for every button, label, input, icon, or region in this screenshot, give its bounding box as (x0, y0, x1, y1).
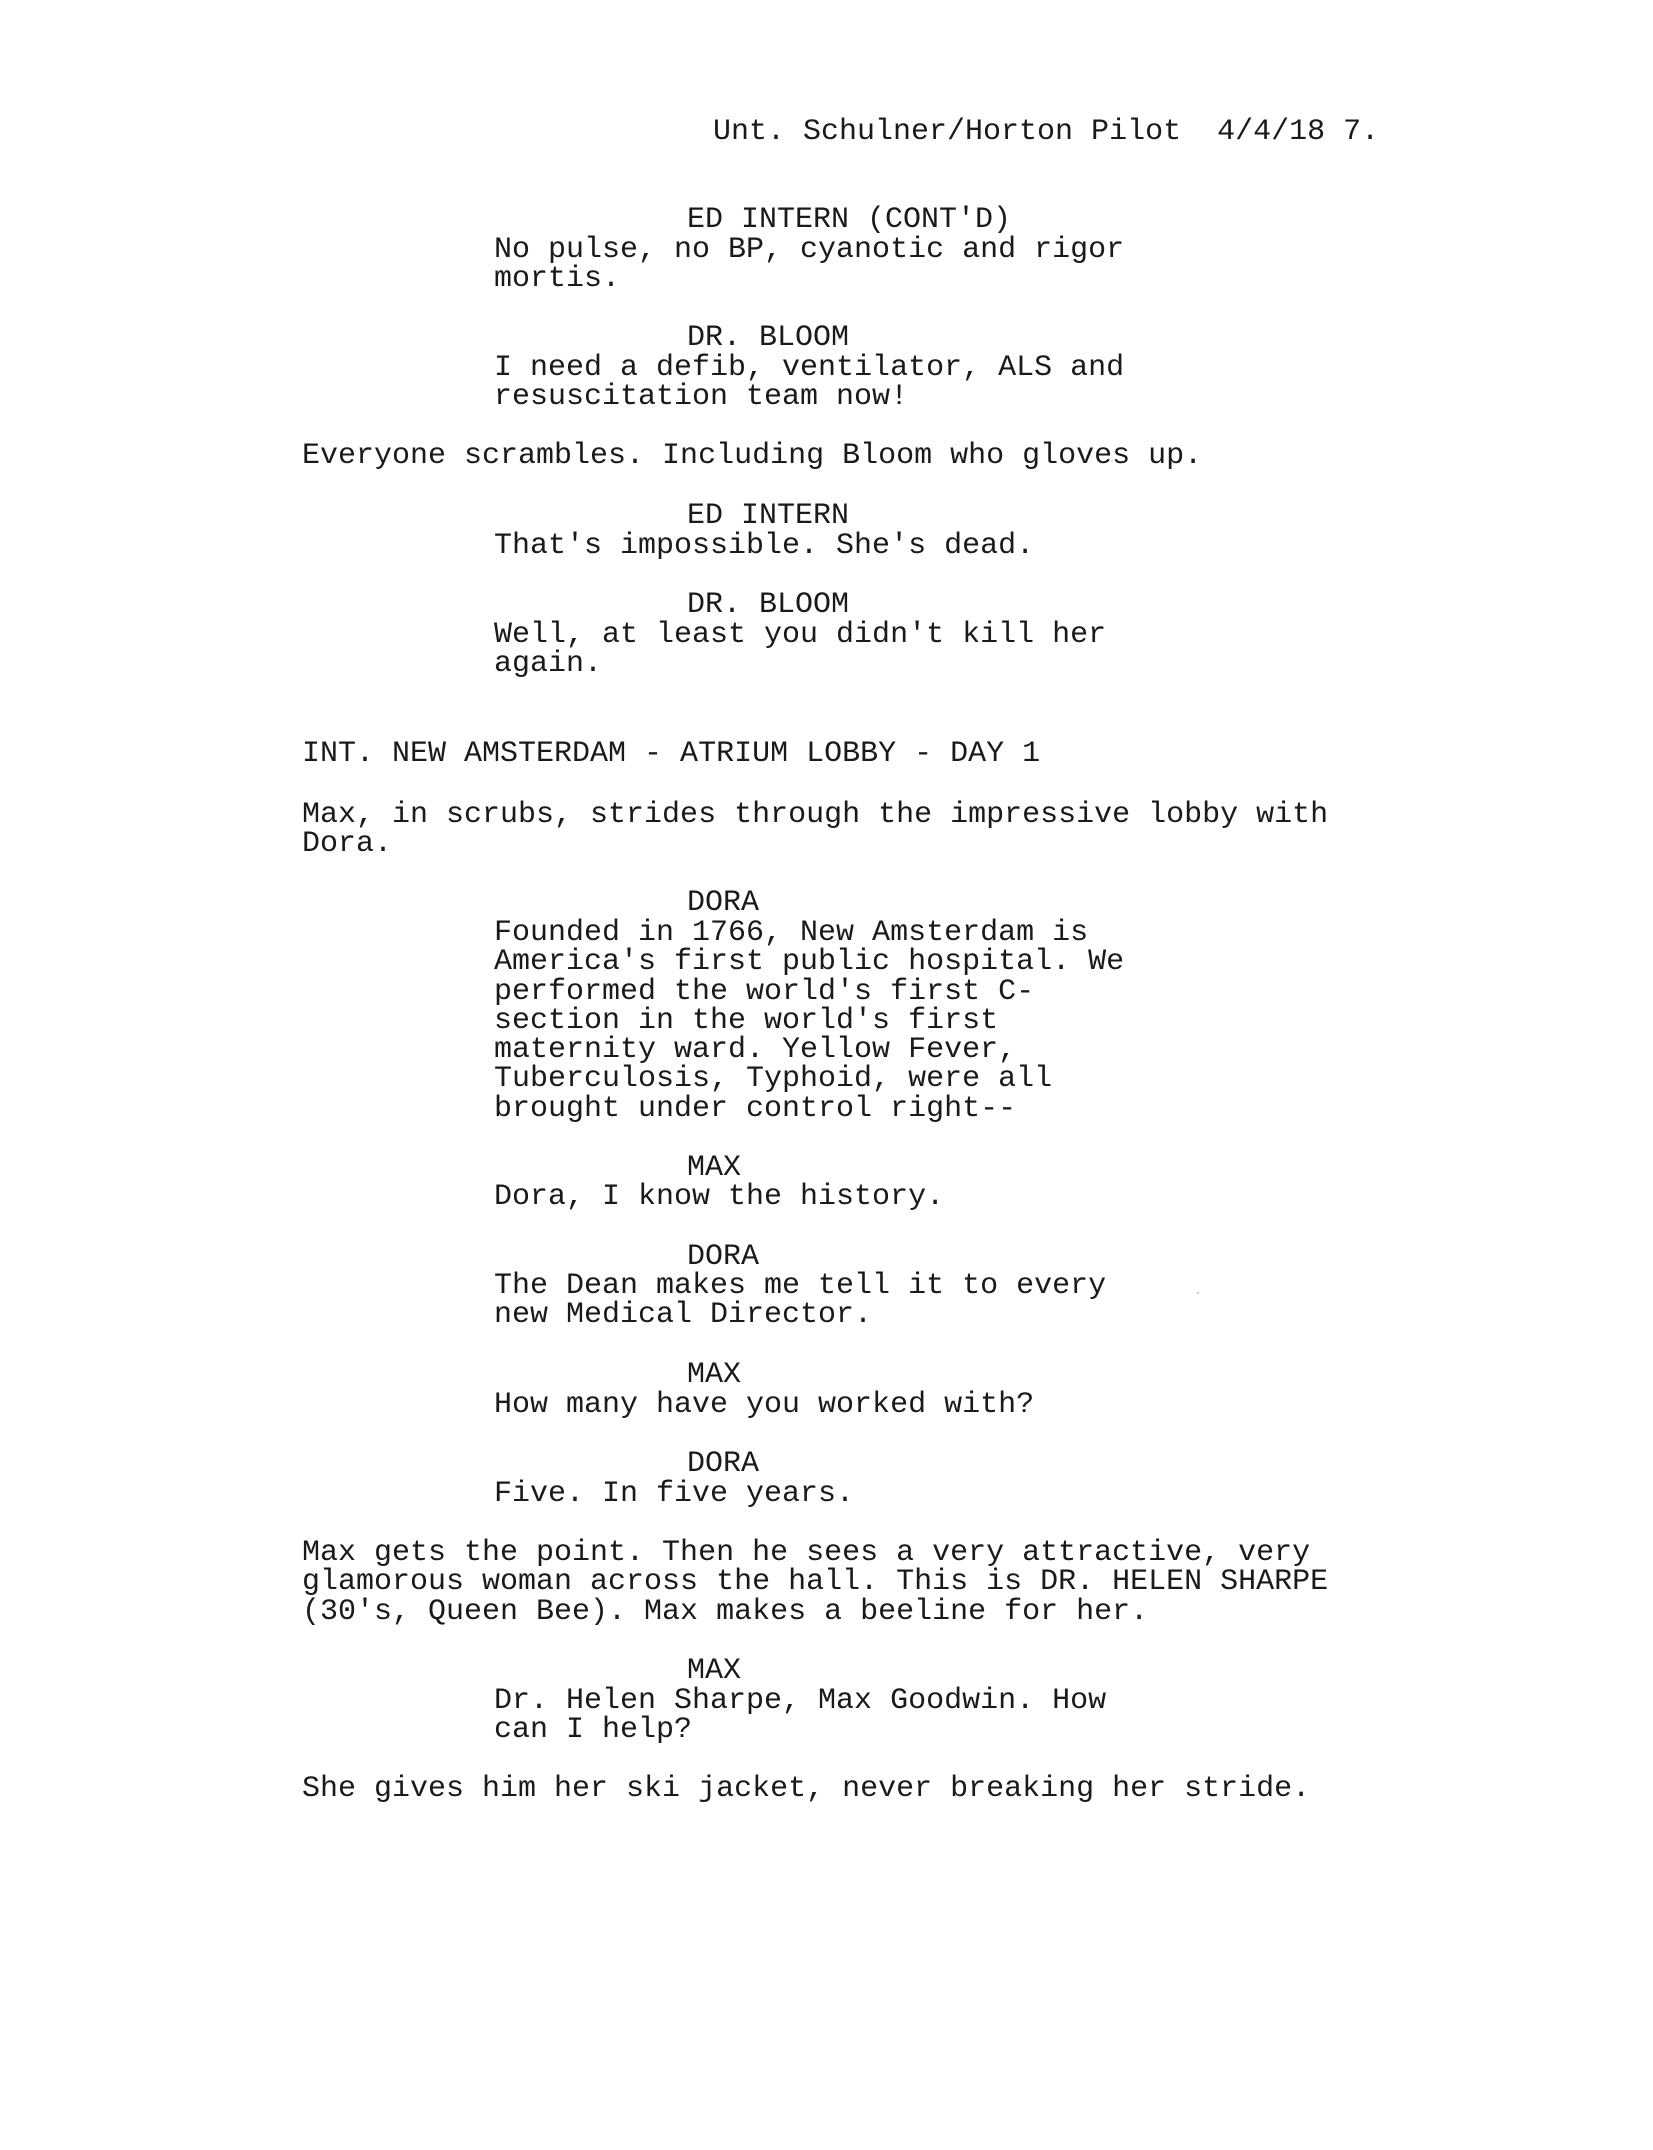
action-line: She gives him her ski jacket, never breaking her stride. (302, 1772, 1311, 1806)
character-cue: DR. BLOOM (687, 321, 850, 355)
action-line: Everyone scrambles. Including Bloom who gloves up. (302, 439, 1203, 473)
dialogue: The Dean makes me tell it to every new Medical Director. (494, 1269, 1107, 1333)
dialogue: Dr. Helen Sharpe, Max Goodwin. How can I help? (494, 1684, 1107, 1748)
dialogue: That's impossible. She's dead. (494, 529, 1035, 563)
scene-heading: INT. NEW AMSTERDAM - ATRIUM LOBBY - DAY 1 (302, 737, 1041, 771)
character-cue: DORA (687, 1447, 760, 1481)
dialogue: I need a defib, ventilator, ALS and resuscitation team now! (494, 351, 1125, 415)
scan-speck (1197, 1292, 1199, 1294)
dialogue: Dora, I know the history. (494, 1180, 945, 1214)
action-line: Max, in scrubs, strides through the impressive lobby with Dora. (302, 798, 1329, 862)
character-cue: MAX (687, 1358, 742, 1392)
character-cue: DORA (687, 886, 760, 920)
dialogue: Well, at least you didn't kill her again. (494, 618, 1107, 682)
character-cue: ED INTERN (CONT'D) (687, 203, 1012, 237)
character-cue: DORA (687, 1240, 760, 1274)
page-header: Unt. Schulner/Horton Pilot 4/4/18 7. (713, 115, 1380, 149)
dialogue: No pulse, no BP, cyanotic and rigor mortis. (494, 233, 1125, 297)
action-line: Max gets the point. Then he sees a very attractive, very glamorous woman across the hall. This is DR. HELEN SHARPE (30's, Queen Bee). Max makes a beeline for her. (302, 1536, 1329, 1629)
dialogue: Founded in 1766, New Amsterdam is America's first public hospital. We performed the world's first C- section in the world's first maternity ward. Yellow Fever, Tuberculosis, Typhoid, were all brought under control right-- (494, 916, 1125, 1126)
character-cue: MAX (687, 1151, 742, 1185)
character-cue: MAX (687, 1654, 742, 1688)
dialogue: How many have you worked with? (494, 1388, 1035, 1422)
character-cue: ED INTERN (687, 499, 850, 533)
dialogue: Five. In five years. (494, 1477, 855, 1511)
character-cue: DR. BLOOM (687, 588, 850, 622)
